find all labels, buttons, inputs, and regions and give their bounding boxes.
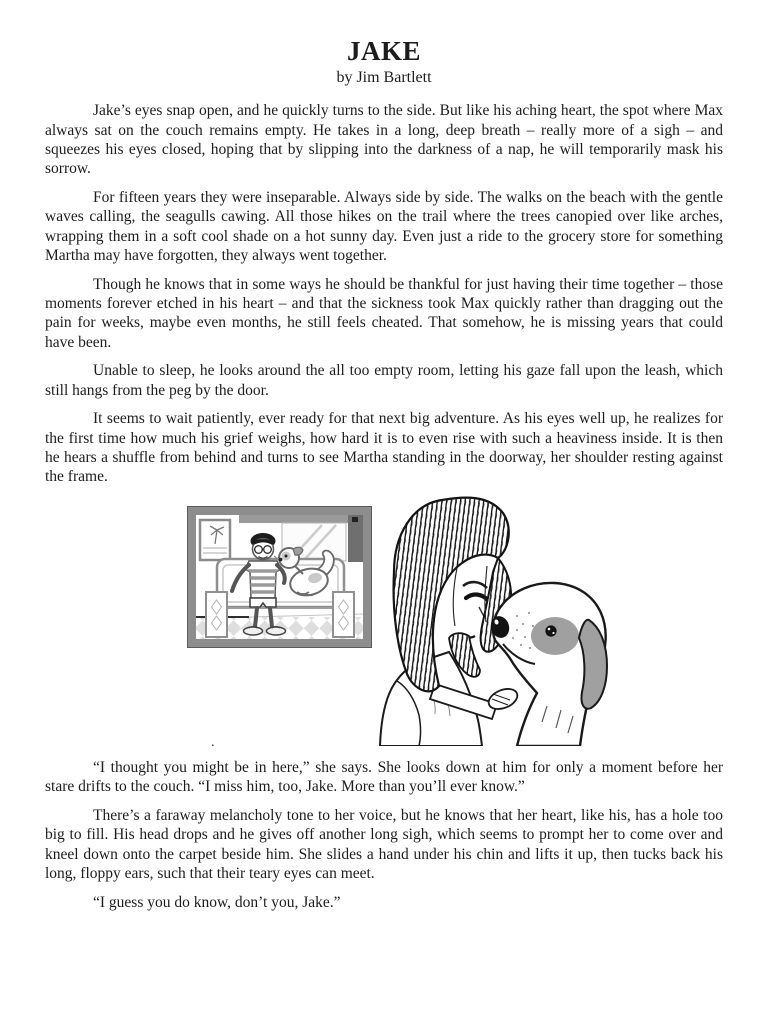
story-paragraph: For fifteen years they were inseparable. Always side by side. The walks on the beach with the gentle waves calling, the seagulls cawing. All those hikes on the trail where the trees canopied over like arches, wrapping them in a soft cool shade on a hot sunny day. Even just a ride to the grocery store for something Martha may have forgotten, they always went together. <box>45 188 723 264</box>
page-title: JAKE <box>346 36 421 66</box>
palm-picture <box>200 520 230 560</box>
story-illustration-svg <box>187 496 611 751</box>
story-illustration <box>187 496 611 751</box>
story-paragraph: Though he knows that in some ways he should be thankful for just having their time together – those moments forever etched in his heart – and that the sickness took Max quickly rather than dragging out the pain for weeks, maybe even months, he still feels cheated. That somehow, he is missing years that could have been. <box>45 275 723 351</box>
story-paragraph: There’s a faraway melancholy tone to her voice, but he knows that her heart, like his, has a hole too big to fill. His head drops and he gives off another long sigh, which seems to prompt her to come over and kneel down onto the carpet beside him. She slides a hand under his chin and lifts it up, then tucks back his long, floppy ears, such that their teary eyes can meet. <box>45 807 723 883</box>
figure-caption-dot: . <box>211 735 215 751</box>
story-paragraph: Jake’s eyes snap open, and he quickly turns to the side. But like his aching heart, the spot where Max always sat on the couch remains empty. He takes in a long, deep breath – really more of a sigh – and squeezes his eyes closed, hoping that by slipping into the darkness of a nap, he will temporarily mask his sorrow. <box>45 102 723 178</box>
story-paragraph: “I guess you do know, don’t you, Jake.” <box>93 893 341 911</box>
byline: by Jim Bartlett <box>336 69 432 87</box>
woman-and-dog-illustration <box>380 498 607 746</box>
story-paragraph: Unable to sleep, he looks around the all too empty room, letting his gaze fall upon the leash, which still hangs from the peg by the door. <box>45 362 723 399</box>
story-paragraph: “I thought you might be in here,” she says. She looks down at him for only a moment before her stare drifts to the couch. “I miss him, too, Jake. More than you’ll ever know.” <box>45 759 723 796</box>
framed-photo-illustration <box>188 507 372 648</box>
story-body <box>45 101 723 912</box>
story-paragraph: It seems to wait patiently, ever ready for that next big adventure. As his eyes well up, he realizes for the first time how much his grief weighs, how hard it is to even rise with such a heaviness inside. It is then he hears a shuffle from behind and turns to see Martha standing in the doorway, her shoulder resting against the frame. <box>45 410 723 486</box>
dog-illustration <box>486 583 607 746</box>
